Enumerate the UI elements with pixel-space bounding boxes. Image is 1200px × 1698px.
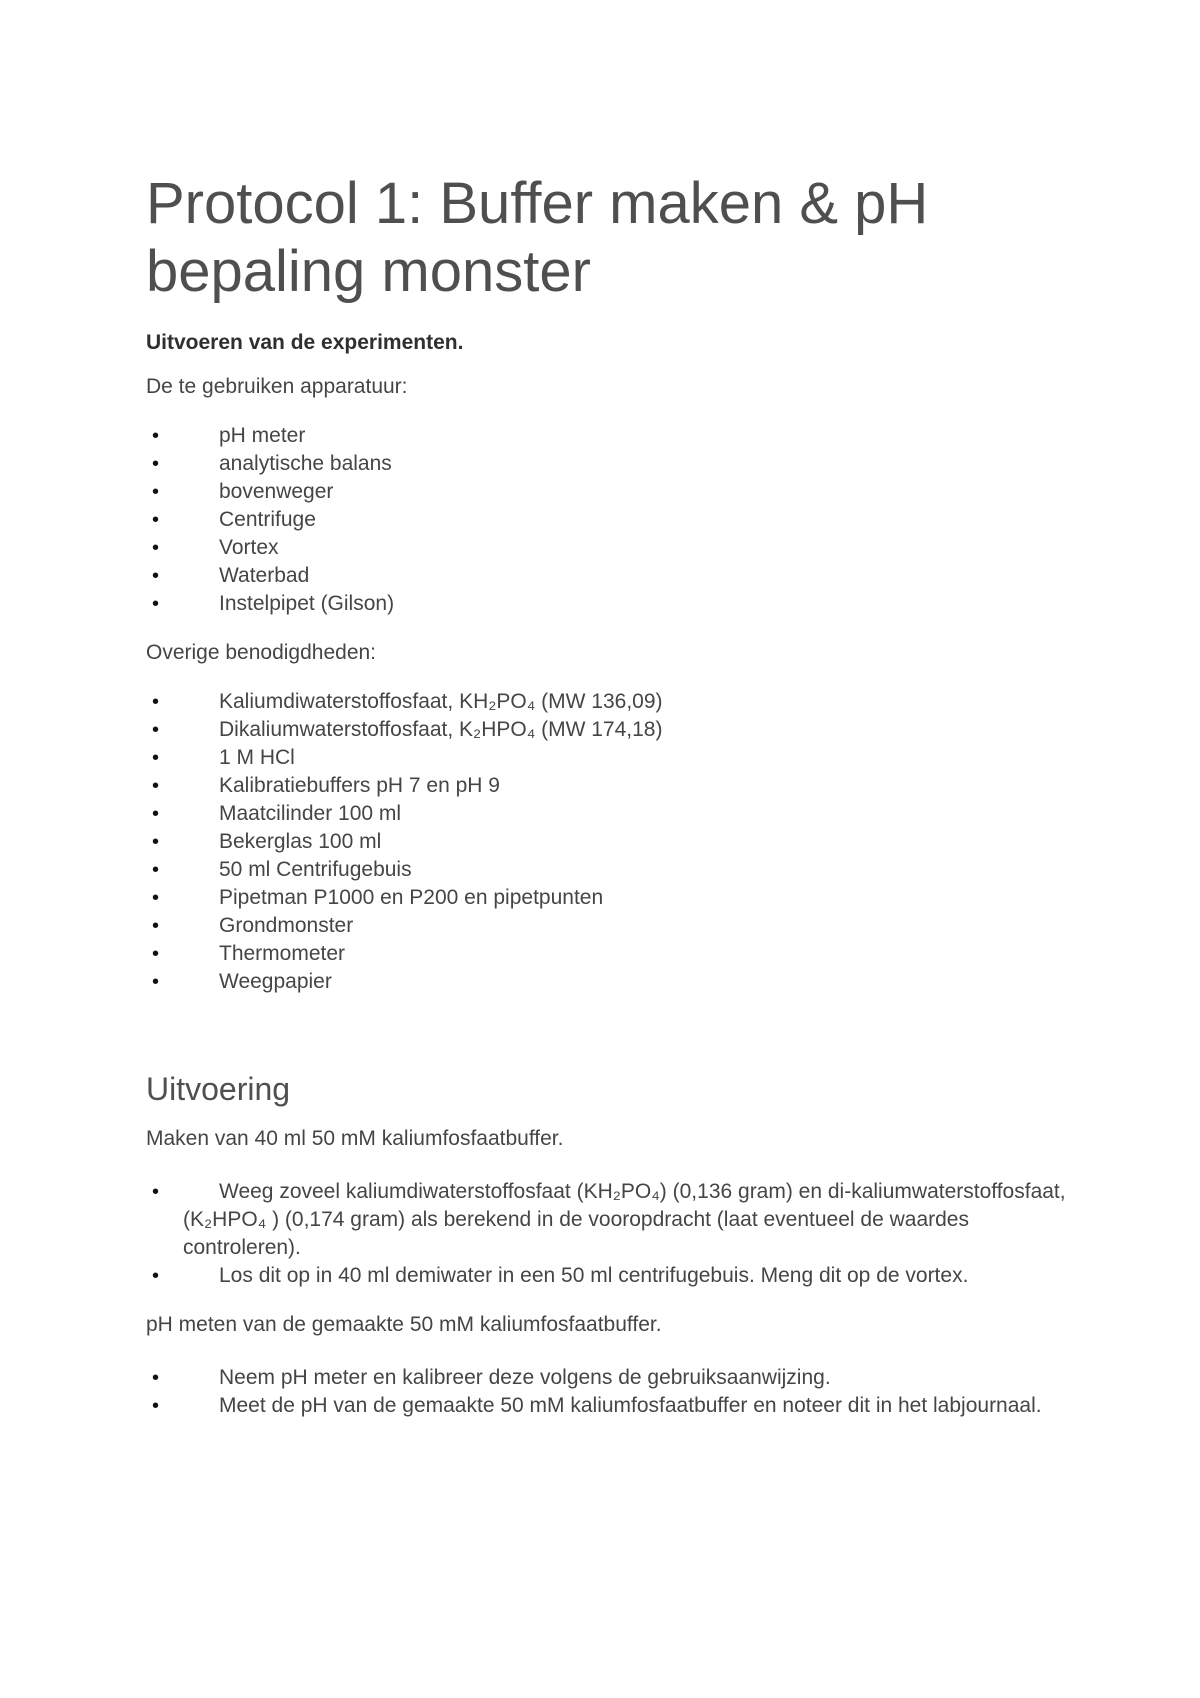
bullet-icon: •: [152, 1367, 160, 1389]
list-item-text: Kalibratiebuffers pH 7 en pH 9: [219, 774, 500, 797]
list-item-text: Instelpipet (Gilson): [219, 592, 395, 615]
bullet-icon: •: [152, 1395, 160, 1417]
list-item: [146, 856, 1076, 884]
list-item: [146, 1364, 1076, 1392]
bullet-icon: •: [152, 887, 160, 909]
ph-steps-list: [146, 1364, 1076, 1420]
buffer-steps-list: [146, 1178, 1076, 1290]
list-item-text: Maatcilinder 100 ml: [219, 802, 402, 825]
section-heading: Uitvoering: [146, 1071, 291, 1107]
list-item: [146, 884, 1076, 912]
list-item: [146, 534, 1076, 562]
list-item: [146, 422, 1076, 450]
list-item-text: Vortex: [219, 536, 279, 559]
list-item: [146, 772, 1076, 800]
bullet-icon: •: [152, 719, 160, 741]
bullet-icon: •: [152, 509, 160, 531]
list-item: [146, 562, 1076, 590]
bullet-icon: •: [152, 831, 160, 853]
list-item-text: Waterbad: [219, 564, 310, 587]
list-item: [146, 1178, 1076, 1262]
list-item: [146, 828, 1076, 856]
list-item: [146, 940, 1076, 968]
list-item-text: Thermometer: [219, 942, 346, 965]
bullet-icon: •: [152, 775, 160, 797]
list-item-text: Weeg zoveel kaliumdiwaterstoffosfaat (KH₂PO₄) (0,136 gram) en di-kaliumwaterstoffosfaat, (K₂HPO₄ ) (0,174 gram) als berekend in de vooropdracht (laat eventueel de waardes controleren).: [183, 1180, 1066, 1259]
list-item: [146, 1262, 1076, 1290]
list-item-text: bovenweger: [219, 480, 334, 503]
bullet-icon: •: [152, 425, 160, 447]
list-item-text: Kaliumdiwaterstoffosfaat, KH₂PO₄ (MW 136,09): [219, 690, 663, 713]
bullet-icon: •: [152, 453, 160, 475]
buffer-intro: Maken van 40 ml 50 mM kaliumfosfaatbuffer.: [146, 1127, 564, 1150]
list-item-text: Neem pH meter en kalibreer deze volgens de gebruiksaanwijzing.: [219, 1366, 831, 1389]
bullet-icon: •: [152, 691, 160, 713]
list-item: [146, 590, 1076, 618]
ph-intro: pH meten van de gemaakte 50 mM kaliumfosfaatbuffer.: [146, 1313, 662, 1336]
supplies-list: [146, 688, 1076, 996]
list-item-text: Weegpapier: [219, 970, 332, 993]
list-item: [146, 744, 1076, 772]
bullet-icon: •: [152, 593, 160, 615]
bullet-icon: •: [152, 565, 160, 587]
list-item-text: pH meter: [219, 424, 306, 447]
equipment-list: [146, 422, 1076, 618]
bullet-icon: •: [152, 537, 160, 559]
list-item: [146, 716, 1076, 744]
list-item-text: Bekerglas 100 ml: [219, 830, 382, 853]
list-item: [146, 688, 1076, 716]
list-item: [146, 506, 1076, 534]
list-item-text: Pipetman P1000 en P200 en pipetpunten: [219, 886, 604, 909]
list-item-text: 50 ml Centrifugebuis: [219, 858, 412, 881]
document-title: Protocol 1: Buffer maken & pH bepaling monster: [146, 171, 929, 304]
list-item-text: Meet de pH van de gemaakte 50 mM kaliumfosfaatbuffer en noteer dit in het labjournaal.: [219, 1394, 1042, 1417]
bullet-icon: •: [152, 859, 160, 881]
list-item-text: Grondmonster: [219, 914, 354, 937]
list-item: [146, 478, 1076, 506]
list-item: [146, 800, 1076, 828]
equipment-intro: De te gebruiken apparatuur:: [146, 375, 408, 398]
supplies-intro: Overige benodigdheden:: [146, 641, 377, 664]
bullet-icon: •: [152, 803, 160, 825]
list-item-text: analytische balans: [219, 452, 392, 475]
bullet-icon: •: [152, 971, 160, 993]
bullet-icon: •: [152, 747, 160, 769]
bullet-icon: •: [152, 1265, 160, 1287]
list-item-text: Centrifuge: [219, 508, 316, 531]
list-item-text: Los dit op in 40 ml demiwater in een 50 ml centrifugebuis. Meng dit op de vortex.: [219, 1264, 969, 1287]
bullet-icon: •: [152, 915, 160, 937]
list-item: [146, 450, 1076, 478]
document-subtitle: Uitvoeren van de experimenten.: [146, 331, 464, 354]
bullet-icon: •: [152, 481, 160, 503]
list-item: [146, 968, 1076, 996]
list-item: [146, 912, 1076, 940]
list-item-text: Dikaliumwaterstoffosfaat, K₂HPO₄ (MW 174,18): [219, 718, 663, 741]
document-page: [146, 170, 1076, 1420]
bullet-icon: •: [152, 943, 160, 965]
list-item: [146, 1392, 1076, 1420]
bullet-icon: •: [152, 1181, 160, 1203]
list-item-text: 1 M HCl: [219, 746, 295, 769]
